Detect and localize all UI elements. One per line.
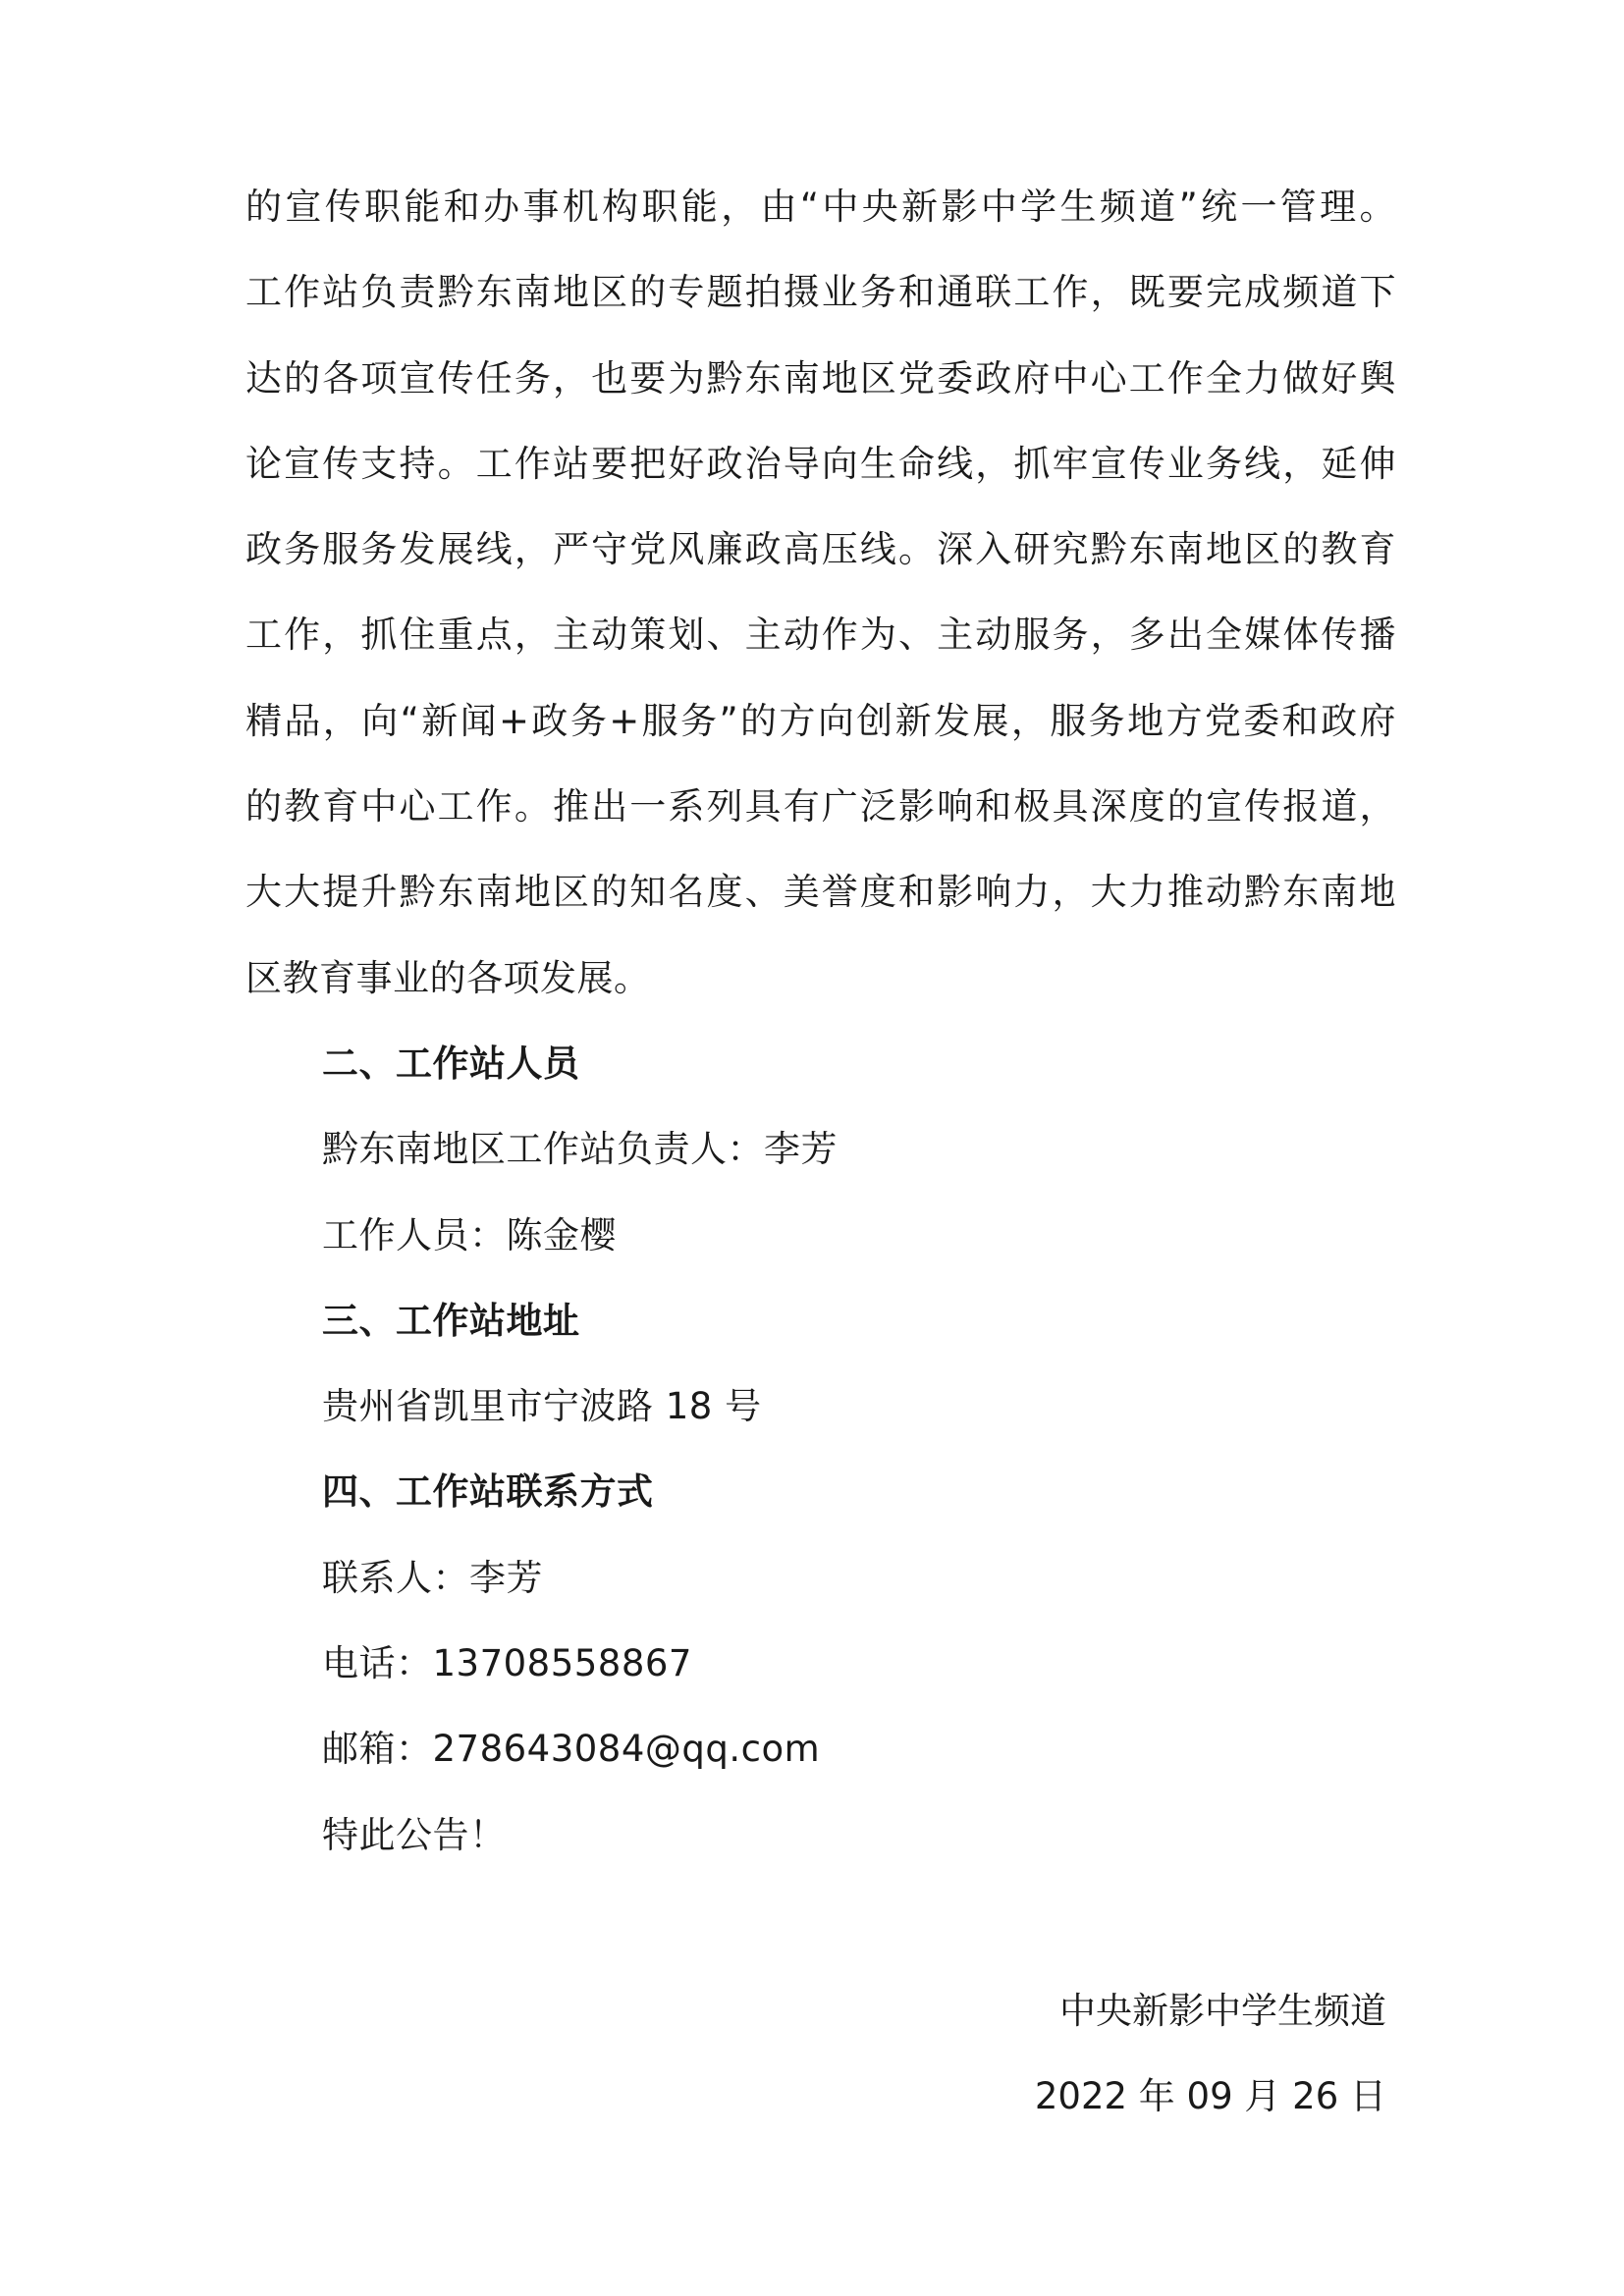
paragraph-line: 精品，向“新闻+政务+服务”的方向创新发展，服务地方党委和政府: [245, 699, 1396, 742]
station-address: 贵州省凯里市宁波路 18 号: [322, 1385, 762, 1428]
staff-section: [245, 1021, 1396, 1278]
contact-phone: 电话：13708558867: [322, 1642, 692, 1685]
paragraph-line: 大大提升黔东南地区的知名度、美誉度和影响力，大力推动黔东南地: [245, 871, 1396, 914]
closing-remark: 特此公告！: [322, 1813, 507, 1856]
contact-heading: 四、工作站联系方式: [322, 1470, 654, 1514]
paragraph-line: 的教育中心工作。推出一系列具有广泛影响和极具深度的宣传报道，: [245, 785, 1396, 828]
paragraph-line: 论宣传支持。工作站要把好政治导向生命线，抓牢宣传业务线，延伸: [245, 442, 1396, 485]
staff-heading: 二、工作站人员: [322, 1041, 580, 1085]
contact-email: 邮箱：278643084@qq.com: [322, 1728, 821, 1771]
signature-date: 2022 年 09 月 26 日: [1034, 2075, 1386, 2117]
contact-person: 联系人：李芳: [322, 1556, 543, 1599]
paragraph-line: 工作站负责黔东南地区的专题拍摄业务和通联工作，既要完成频道下: [245, 271, 1396, 314]
paragraph-line: 的宣传职能和办事机构职能，由“中央新影中学生频道”统一管理。: [245, 186, 1396, 228]
address-heading: 三、工作站地址: [322, 1299, 580, 1342]
address-section: [245, 1278, 1396, 1450]
paragraph-line: 区教育事业的各项发展。: [245, 956, 651, 999]
intro-paragraph: [245, 164, 1396, 1021]
contact-section: [245, 1449, 1396, 1877]
signature-organization: 中央新影中学生频道: [1059, 1990, 1386, 2032]
station-staff: 工作人员：陈金樱: [322, 1213, 617, 1256]
paragraph-line: 政务服务发展线，严守党风廉政高压线。深入研究黔东南地区的教育: [245, 528, 1396, 571]
station-lead: 黔东南地区工作站负责人：李芳: [322, 1128, 838, 1171]
paragraph-line: 工作，抓住重点，主动策划、主动作为、主动服务，多出全媒体传播: [245, 614, 1396, 657]
document-body: [245, 164, 1396, 1878]
paragraph-line: 达的各项宣传任务，也要为黔东南地区党委政府中心工作全力做好舆: [245, 356, 1396, 400]
